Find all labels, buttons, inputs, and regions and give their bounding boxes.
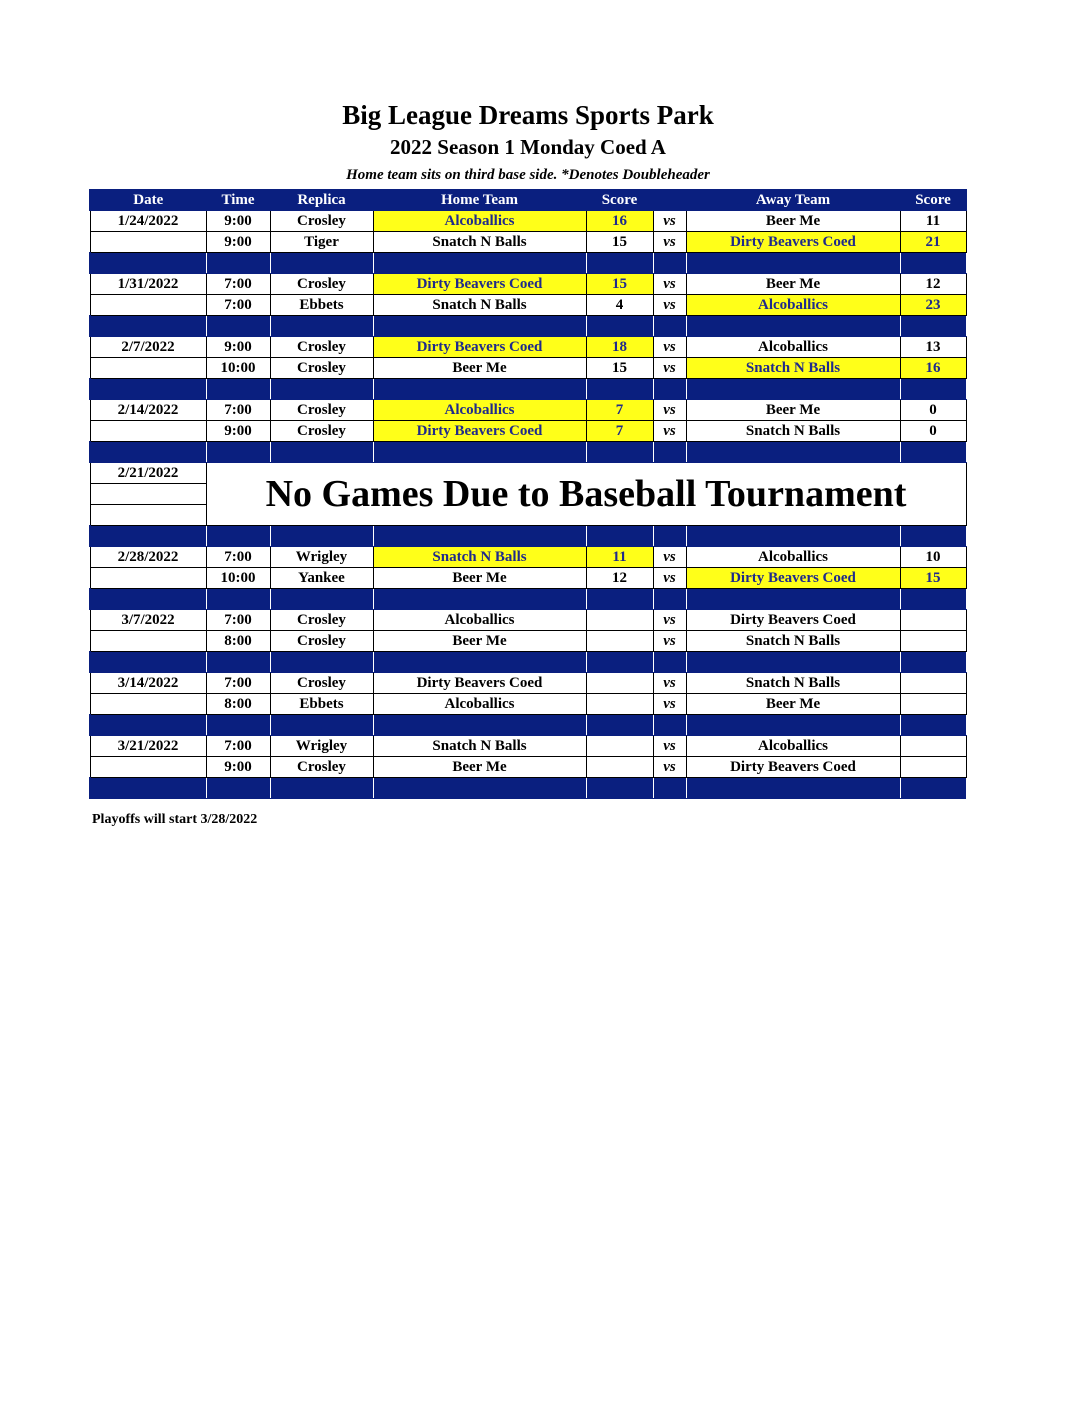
away-score-cell <box>900 673 966 694</box>
replica-cell: Tiger <box>270 232 373 253</box>
playoffs-note: Playoffs will start 3/28/2022 <box>92 812 258 827</box>
separator-cell <box>206 652 270 673</box>
separator-cell <box>270 652 373 673</box>
separator-row <box>90 526 966 547</box>
home-team-cell: Snatch N Balls <box>373 736 586 757</box>
separator-cell <box>373 778 586 799</box>
separator-cell <box>206 316 270 337</box>
home-score-cell: 15 <box>586 358 653 379</box>
home-score-cell <box>586 631 653 652</box>
col-home-team-header: Home Team <box>373 190 586 211</box>
home-team-cell: Dirty Beavers Coed <box>373 421 586 442</box>
away-team-cell: Beer Me <box>686 400 900 421</box>
separator-cell <box>653 715 686 736</box>
date-cell: 1/24/2022 <box>90 211 206 232</box>
away-score-cell: 21 <box>900 232 966 253</box>
home-score-cell: 7 <box>586 400 653 421</box>
home-team-cell: Dirty Beavers Coed <box>373 337 586 358</box>
separator-cell <box>90 715 206 736</box>
separator-cell <box>270 442 373 463</box>
replica-cell: Crosley <box>270 211 373 232</box>
home-score-cell: 12 <box>586 568 653 589</box>
game-row <box>90 358 966 379</box>
vs-cell: vs <box>653 232 686 253</box>
separator-cell <box>90 442 206 463</box>
separator-cell <box>686 715 900 736</box>
home-team-cell: Alcoballics <box>373 211 586 232</box>
date-cell <box>90 694 206 715</box>
away-team-cell: Dirty Beavers Coed <box>686 610 900 631</box>
date-cell <box>90 295 206 316</box>
date-cell: 3/7/2022 <box>90 610 206 631</box>
col-away-score-header: Score <box>900 190 966 211</box>
home-score-cell <box>586 757 653 778</box>
game-row <box>90 631 966 652</box>
replica-cell: Crosley <box>270 610 373 631</box>
separator-row <box>90 253 966 274</box>
game-row <box>90 673 966 694</box>
home-score-cell: 15 <box>586 232 653 253</box>
home-team-cell: Alcoballics <box>373 400 586 421</box>
away-team-cell: Snatch N Balls <box>686 673 900 694</box>
separator-cell <box>586 442 653 463</box>
separator-cell <box>90 379 206 400</box>
separator-cell <box>206 589 270 610</box>
time-cell: 7:00 <box>206 610 270 631</box>
separator-cell <box>586 316 653 337</box>
away-team-cell: Snatch N Balls <box>686 358 900 379</box>
separator-cell <box>206 253 270 274</box>
no-games-banner: No Games Due to Baseball Tournament <box>206 463 966 526</box>
separator-cell <box>900 715 966 736</box>
vs-cell: vs <box>653 736 686 757</box>
away-score-cell <box>900 736 966 757</box>
separator-cell <box>90 253 206 274</box>
separator-cell <box>90 778 206 799</box>
home-team-cell: Alcoballics <box>373 694 586 715</box>
separator-cell <box>373 652 586 673</box>
game-row <box>90 295 966 316</box>
separator-cell <box>686 442 900 463</box>
home-score-cell: 18 <box>586 337 653 358</box>
away-team-cell: Dirty Beavers Coed <box>686 757 900 778</box>
time-cell: 9:00 <box>206 337 270 358</box>
replica-cell: Wrigley <box>270 547 373 568</box>
away-score-cell <box>900 610 966 631</box>
date-cell <box>90 358 206 379</box>
page-note: Home team sits on third base side. *Denotes Doubleheader <box>346 167 710 183</box>
time-cell: 8:00 <box>206 694 270 715</box>
time-cell: 9:00 <box>206 211 270 232</box>
separator-cell <box>653 379 686 400</box>
separator-row <box>90 652 966 673</box>
separator-cell <box>900 253 966 274</box>
vs-cell: vs <box>653 400 686 421</box>
separator-cell <box>373 589 586 610</box>
game-row <box>90 232 966 253</box>
separator-cell <box>900 316 966 337</box>
separator-cell <box>653 652 686 673</box>
separator-cell <box>373 253 586 274</box>
replica-cell: Crosley <box>270 673 373 694</box>
vs-cell: vs <box>653 547 686 568</box>
time-cell: 9:00 <box>206 421 270 442</box>
vs-cell: vs <box>653 295 686 316</box>
separator-cell <box>373 442 586 463</box>
separator-cell <box>373 526 586 547</box>
separator-cell <box>270 715 373 736</box>
page-subtitle: 2022 Season 1 Monday Coed A <box>390 135 666 159</box>
home-score-cell: 4 <box>586 295 653 316</box>
away-team-cell: Alcoballics <box>686 736 900 757</box>
separator-cell <box>653 589 686 610</box>
game-row <box>90 694 966 715</box>
separator-cell <box>686 526 900 547</box>
game-row <box>90 211 966 232</box>
replica-cell: Crosley <box>270 631 373 652</box>
vs-cell: vs <box>653 337 686 358</box>
away-team-cell: Snatch N Balls <box>686 421 900 442</box>
date-cell: 2/14/2022 <box>90 400 206 421</box>
separator-row <box>90 442 966 463</box>
home-score-cell: 7 <box>586 421 653 442</box>
home-team-cell: Beer Me <box>373 631 586 652</box>
vs-cell: vs <box>653 358 686 379</box>
home-score-cell: 16 <box>586 211 653 232</box>
time-cell: 7:00 <box>206 673 270 694</box>
date-cell: 3/14/2022 <box>90 673 206 694</box>
replica-cell: Crosley <box>270 274 373 295</box>
separator-cell <box>586 379 653 400</box>
separator-cell <box>373 316 586 337</box>
away-team-cell: Alcoballics <box>686 337 900 358</box>
separator-cell <box>900 652 966 673</box>
away-team-cell: Beer Me <box>686 694 900 715</box>
col-date-header: Date <box>90 190 206 211</box>
away-team-cell: Snatch N Balls <box>686 631 900 652</box>
time-cell: 9:00 <box>206 232 270 253</box>
vs-cell: vs <box>653 211 686 232</box>
separator-cell <box>653 253 686 274</box>
date-cell: 3/21/2022 <box>90 736 206 757</box>
separator-cell <box>373 379 586 400</box>
game-row <box>90 421 966 442</box>
separator-cell <box>586 589 653 610</box>
away-score-cell: 0 <box>900 421 966 442</box>
separator-cell <box>270 253 373 274</box>
time-cell: 7:00 <box>206 274 270 295</box>
date-cell <box>90 484 206 505</box>
home-team-cell: Beer Me <box>373 358 586 379</box>
away-score-cell <box>900 631 966 652</box>
separator-cell <box>900 442 966 463</box>
time-cell: 8:00 <box>206 631 270 652</box>
time-cell: 10:00 <box>206 358 270 379</box>
time-cell: 7:00 <box>206 736 270 757</box>
replica-cell: Crosley <box>270 337 373 358</box>
separator-cell <box>270 778 373 799</box>
replica-cell: Crosley <box>270 757 373 778</box>
date-cell <box>90 505 206 526</box>
away-team-cell: Beer Me <box>686 211 900 232</box>
separator-cell <box>586 778 653 799</box>
home-team-cell: Beer Me <box>373 757 586 778</box>
date-cell <box>90 757 206 778</box>
home-team-cell: Alcoballics <box>373 610 586 631</box>
replica-cell: Yankee <box>270 568 373 589</box>
home-score-cell <box>586 673 653 694</box>
separator-cell <box>900 379 966 400</box>
date-cell: 2/28/2022 <box>90 547 206 568</box>
replica-cell: Ebbets <box>270 694 373 715</box>
vs-cell: vs <box>653 694 686 715</box>
separator-cell <box>686 778 900 799</box>
separator-cell <box>90 526 206 547</box>
game-row <box>90 568 966 589</box>
separator-cell <box>90 589 206 610</box>
vs-cell: vs <box>653 568 686 589</box>
away-team-cell: Dirty Beavers Coed <box>686 568 900 589</box>
replica-cell: Wrigley <box>270 736 373 757</box>
vs-cell: vs <box>653 631 686 652</box>
separator-cell <box>206 442 270 463</box>
away-score-cell: 15 <box>900 568 966 589</box>
date-cell <box>90 421 206 442</box>
separator-cell <box>900 589 966 610</box>
time-cell: 10:00 <box>206 568 270 589</box>
away-score-cell <box>900 757 966 778</box>
away-score-cell: 13 <box>900 337 966 358</box>
separator-cell <box>206 715 270 736</box>
separator-cell <box>206 526 270 547</box>
separator-cell <box>686 589 900 610</box>
date-cell <box>90 232 206 253</box>
replica-cell: Ebbets <box>270 295 373 316</box>
separator-cell <box>900 778 966 799</box>
separator-row <box>90 778 966 799</box>
away-score-cell: 23 <box>900 295 966 316</box>
separator-row <box>90 589 966 610</box>
game-row <box>90 547 966 568</box>
date-cell: 2/7/2022 <box>90 337 206 358</box>
separator-cell <box>270 316 373 337</box>
separator-cell <box>686 316 900 337</box>
time-cell: 7:00 <box>206 295 270 316</box>
away-score-cell: 10 <box>900 547 966 568</box>
separator-cell <box>206 379 270 400</box>
replica-cell: Crosley <box>270 421 373 442</box>
home-team-cell: Dirty Beavers Coed <box>373 673 586 694</box>
time-cell: 9:00 <box>206 757 270 778</box>
away-team-cell: Alcoballics <box>686 547 900 568</box>
away-score-cell: 16 <box>900 358 966 379</box>
away-team-cell: Alcoballics <box>686 295 900 316</box>
game-row <box>90 757 966 778</box>
time-cell: 7:00 <box>206 547 270 568</box>
separator-row <box>90 715 966 736</box>
separator-cell <box>653 316 686 337</box>
home-score-cell: 11 <box>586 547 653 568</box>
separator-cell <box>90 316 206 337</box>
separator-cell <box>686 379 900 400</box>
replica-cell: Crosley <box>270 400 373 421</box>
date-cell: 1/31/2022 <box>90 274 206 295</box>
date-cell: 2/21/2022 <box>90 463 206 484</box>
replica-cell: Crosley <box>270 358 373 379</box>
away-team-cell: Dirty Beavers Coed <box>686 232 900 253</box>
no-games-row <box>90 463 966 484</box>
vs-cell: vs <box>653 610 686 631</box>
home-team-cell: Beer Me <box>373 568 586 589</box>
separator-cell <box>653 442 686 463</box>
separator-cell <box>586 652 653 673</box>
separator-cell <box>586 715 653 736</box>
separator-cell <box>270 589 373 610</box>
home-score-cell <box>586 610 653 631</box>
home-score-cell: 15 <box>586 274 653 295</box>
separator-cell <box>686 652 900 673</box>
home-team-cell: Snatch N Balls <box>373 547 586 568</box>
game-row <box>90 274 966 295</box>
home-score-cell <box>586 736 653 757</box>
home-team-cell: Snatch N Balls <box>373 232 586 253</box>
home-score-cell <box>586 694 653 715</box>
separator-cell <box>586 526 653 547</box>
separator-cell <box>90 652 206 673</box>
separator-cell <box>900 526 966 547</box>
game-row <box>90 736 966 757</box>
col-vs-header <box>653 190 686 211</box>
separator-cell <box>270 526 373 547</box>
separator-cell <box>270 379 373 400</box>
game-row <box>90 610 966 631</box>
date-cell <box>90 631 206 652</box>
time-cell: 7:00 <box>206 400 270 421</box>
separator-cell <box>686 253 900 274</box>
separator-cell <box>373 715 586 736</box>
home-team-cell: Snatch N Balls <box>373 295 586 316</box>
game-row <box>90 337 966 358</box>
separator-cell <box>206 778 270 799</box>
home-team-cell: Dirty Beavers Coed <box>373 274 586 295</box>
away-team-cell: Beer Me <box>686 274 900 295</box>
separator-cell <box>653 526 686 547</box>
col-home-score-header: Score <box>586 190 653 211</box>
away-score-cell: 0 <box>900 400 966 421</box>
schedule-table <box>89 189 967 799</box>
col-away-team-header: Away Team <box>686 190 900 211</box>
game-row <box>90 400 966 421</box>
away-score-cell: 11 <box>900 211 966 232</box>
vs-cell: vs <box>653 274 686 295</box>
vs-cell: vs <box>653 673 686 694</box>
col-replica-header: Replica <box>270 190 373 211</box>
separator-row <box>90 316 966 337</box>
separator-cell <box>653 778 686 799</box>
separator-row <box>90 379 966 400</box>
separator-cell <box>586 253 653 274</box>
vs-cell: vs <box>653 421 686 442</box>
vs-cell: vs <box>653 757 686 778</box>
away-score-cell: 12 <box>900 274 966 295</box>
page-title: Big League Dreams Sports Park <box>342 100 714 130</box>
header-row <box>90 190 966 211</box>
date-cell <box>90 568 206 589</box>
col-time-header: Time <box>206 190 270 211</box>
away-score-cell <box>900 694 966 715</box>
